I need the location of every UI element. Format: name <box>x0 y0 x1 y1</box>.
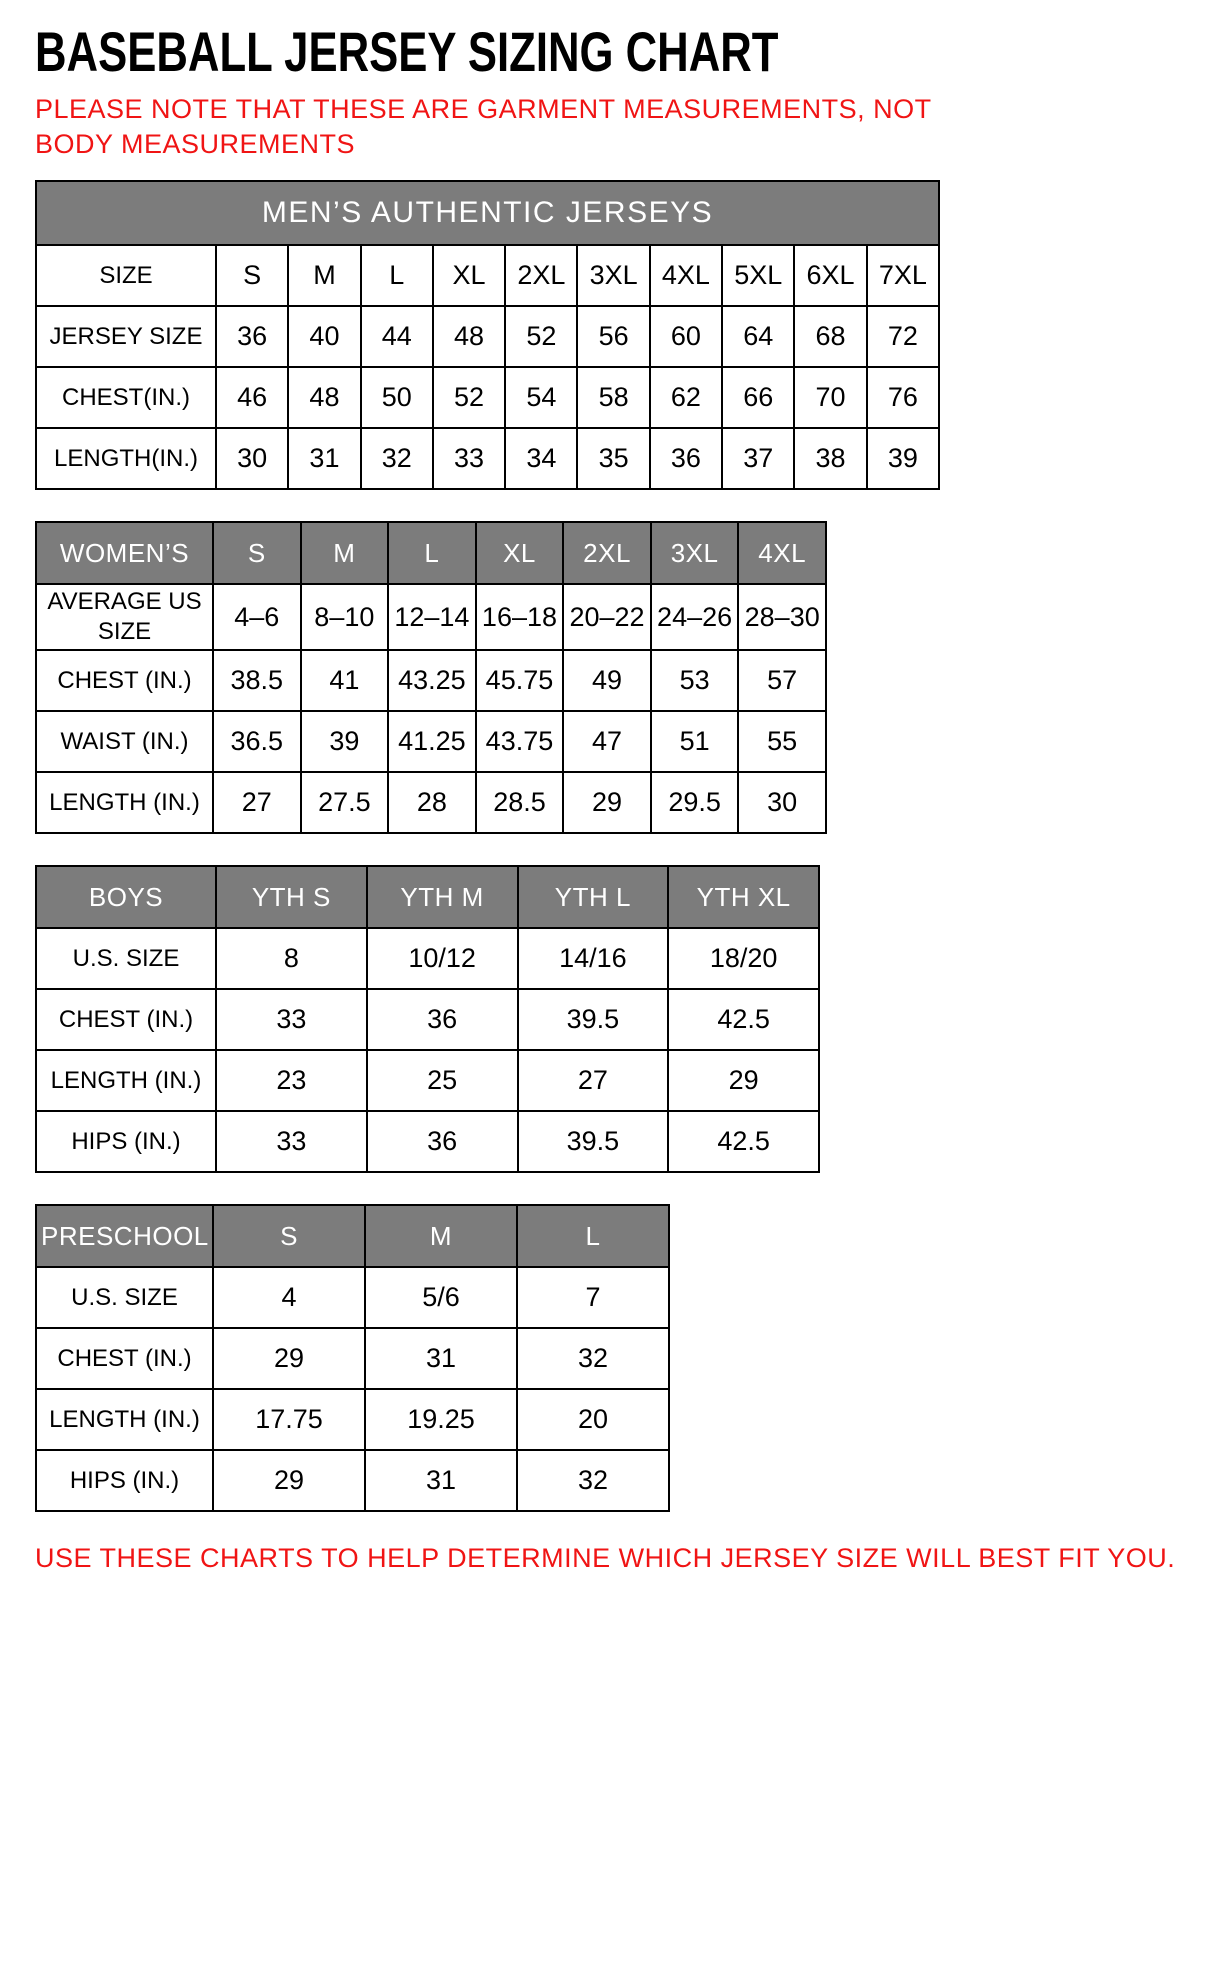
table-cell: 70 <box>794 367 866 428</box>
table-cell: 6XL <box>794 245 866 306</box>
table-cell: 7XL <box>867 245 939 306</box>
table-row <box>36 1111 819 1172</box>
table-cell: 4–6 <box>213 584 301 650</box>
table-header-row <box>36 1205 669 1267</box>
table-cell: 29 <box>213 1328 365 1389</box>
row-label: HIPS (IN.) <box>36 1111 216 1172</box>
table-cell: 36.5 <box>213 711 301 772</box>
table-cell: 33 <box>216 1111 367 1172</box>
table-row <box>36 1050 819 1111</box>
table-cell: 34 <box>505 428 577 489</box>
table-cell: 29 <box>563 772 651 833</box>
row-label: LENGTH(IN.) <box>36 428 216 489</box>
table-cell: 58 <box>577 367 649 428</box>
table-cell: 18/20 <box>668 928 819 989</box>
table-cell: 7 <box>517 1267 669 1328</box>
table-row <box>36 711 826 772</box>
row-label: LENGTH (IN.) <box>36 1050 216 1111</box>
table-cell: 44 <box>361 306 433 367</box>
column-header: L <box>388 522 476 584</box>
table-cell: 72 <box>867 306 939 367</box>
table-cell: 38 <box>794 428 866 489</box>
table-cell: 52 <box>433 367 505 428</box>
table-row <box>36 306 939 367</box>
table-cell: 38.5 <box>213 650 301 711</box>
table-cell: 41.25 <box>388 711 476 772</box>
row-label: LENGTH (IN.) <box>36 772 213 833</box>
table-cell: 14/16 <box>518 928 669 989</box>
table-row <box>36 367 939 428</box>
mens-sizing-table <box>35 180 940 490</box>
table-cell: 66 <box>722 367 794 428</box>
table-cell: 27 <box>213 772 301 833</box>
womens-sizing-table <box>35 521 827 834</box>
column-header: M <box>365 1205 517 1267</box>
table-cell: 54 <box>505 367 577 428</box>
column-header: YTH M <box>367 866 518 928</box>
table-cell: 29.5 <box>651 772 739 833</box>
table-cell: 39.5 <box>518 989 669 1050</box>
column-header: 2XL <box>563 522 651 584</box>
table-cell: 2XL <box>505 245 577 306</box>
table-cell: 3XL <box>577 245 649 306</box>
table-cell: 36 <box>367 989 518 1050</box>
row-label: U.S. SIZE <box>36 1267 213 1328</box>
table-row <box>36 650 826 711</box>
table-row <box>36 1450 669 1511</box>
table-cell: 8–10 <box>301 584 389 650</box>
column-header: YTH S <box>216 866 367 928</box>
table-cell: 53 <box>651 650 739 711</box>
table-cell: 64 <box>722 306 794 367</box>
table-cell: 23 <box>216 1050 367 1111</box>
table-cell: 33 <box>433 428 505 489</box>
table-cell: 41 <box>301 650 389 711</box>
table-row <box>36 772 826 833</box>
table-cell: 27 <box>518 1050 669 1111</box>
table-cell: 39.5 <box>518 1111 669 1172</box>
table-cell: 36 <box>650 428 722 489</box>
table-cell: 32 <box>361 428 433 489</box>
table-cell: 62 <box>650 367 722 428</box>
table-cell: 20 <box>517 1389 669 1450</box>
table-cell: 43.75 <box>476 711 564 772</box>
table-cell: 28–30 <box>738 584 826 650</box>
table-cell: 47 <box>563 711 651 772</box>
row-label: SIZE <box>36 245 216 306</box>
table-banner-row <box>36 181 939 245</box>
table-row <box>36 989 819 1050</box>
boys-table-header-label: BOYS <box>36 866 216 928</box>
table-cell: 49 <box>563 650 651 711</box>
preschool-sizing-table <box>35 1204 670 1512</box>
mens-table-banner: MEN’S AUTHENTIC JERSEYS <box>36 181 939 245</box>
table-cell: 60 <box>650 306 722 367</box>
page-title: BASEBALL JERSEY SIZING CHART <box>35 20 779 83</box>
table-cell: XL <box>433 245 505 306</box>
table-cell: 19.25 <box>365 1389 517 1450</box>
table-cell: 42.5 <box>668 989 819 1050</box>
table-cell: 46 <box>216 367 288 428</box>
table-cell: 25 <box>367 1050 518 1111</box>
table-cell: 39 <box>301 711 389 772</box>
table-cell: 17.75 <box>213 1389 365 1450</box>
table-cell: 5/6 <box>365 1267 517 1328</box>
table-cell: 48 <box>433 306 505 367</box>
row-label: LENGTH (IN.) <box>36 1389 213 1450</box>
table-cell: 31 <box>288 428 360 489</box>
table-cell: 32 <box>517 1450 669 1511</box>
row-label: AVERAGE US SIZE <box>36 584 213 650</box>
table-cell: 31 <box>365 1328 517 1389</box>
table-cell: 8 <box>216 928 367 989</box>
table-cell: 68 <box>794 306 866 367</box>
footer-note: USE THESE CHARTS TO HELP DETERMINE WHICH JERSEY SIZE WILL BEST FIT YOU. <box>35 1543 1176 1574</box>
row-label: U.S. SIZE <box>36 928 216 989</box>
table-cell: 40 <box>288 306 360 367</box>
table-cell: 55 <box>738 711 826 772</box>
table-cell: 36 <box>367 1111 518 1172</box>
table-row <box>36 1389 669 1450</box>
table-header-row <box>36 866 819 928</box>
table-cell: 50 <box>361 367 433 428</box>
row-label: CHEST (IN.) <box>36 1328 213 1389</box>
table-cell: 27.5 <box>301 772 389 833</box>
table-row <box>36 1328 669 1389</box>
womens-table-header-label: WOMEN’S <box>36 522 213 584</box>
row-label: WAIST (IN.) <box>36 711 213 772</box>
table-cell: 43.25 <box>388 650 476 711</box>
column-header: YTH L <box>518 866 669 928</box>
table-cell: 31 <box>365 1450 517 1511</box>
row-label: JERSEY SIZE <box>36 306 216 367</box>
boys-sizing-table <box>35 865 820 1173</box>
table-cell: 10/12 <box>367 928 518 989</box>
table-cell: 33 <box>216 989 367 1050</box>
column-header: S <box>213 522 301 584</box>
column-header: L <box>517 1205 669 1267</box>
row-label: HIPS (IN.) <box>36 1450 213 1511</box>
table-cell: 36 <box>216 306 288 367</box>
table-cell: 48 <box>288 367 360 428</box>
table-cell: 28.5 <box>476 772 564 833</box>
table-cell: 28 <box>388 772 476 833</box>
column-header: XL <box>476 522 564 584</box>
table-cell: 56 <box>577 306 649 367</box>
table-row <box>36 928 819 989</box>
row-label: CHEST (IN.) <box>36 650 213 711</box>
table-cell: 29 <box>668 1050 819 1111</box>
table-cell: 32 <box>517 1328 669 1389</box>
table-cell: 4 <box>213 1267 365 1328</box>
table-row <box>36 428 939 489</box>
row-label: CHEST(IN.) <box>36 367 216 428</box>
column-header: 4XL <box>738 522 826 584</box>
column-header: M <box>301 522 389 584</box>
table-cell: 37 <box>722 428 794 489</box>
table-cell: 45.75 <box>476 650 564 711</box>
row-label: CHEST (IN.) <box>36 989 216 1050</box>
table-cell: 57 <box>738 650 826 711</box>
table-row <box>36 245 939 306</box>
table-cell: 76 <box>867 367 939 428</box>
table-row <box>36 584 826 650</box>
table-cell: 51 <box>651 711 739 772</box>
table-cell: 42.5 <box>668 1111 819 1172</box>
table-cell: 4XL <box>650 245 722 306</box>
table-cell: 24–26 <box>651 584 739 650</box>
column-header: YTH XL <box>668 866 819 928</box>
column-header: S <box>213 1205 365 1267</box>
table-cell: S <box>216 245 288 306</box>
table-header-row <box>36 522 826 584</box>
garment-measurement-note: PLEASE NOTE THAT THESE ARE GARMENT MEASUREMENTS, NOT BODY MEASUREMENTS <box>35 94 932 160</box>
column-header: 3XL <box>651 522 739 584</box>
table-cell: 16–18 <box>476 584 564 650</box>
table-cell: 39 <box>867 428 939 489</box>
table-cell: 35 <box>577 428 649 489</box>
table-cell: L <box>361 245 433 306</box>
preschool-table-header-label: PRESCHOOL <box>36 1205 213 1267</box>
table-cell: 5XL <box>722 245 794 306</box>
table-cell: 52 <box>505 306 577 367</box>
table-cell: 30 <box>216 428 288 489</box>
table-cell: 30 <box>738 772 826 833</box>
table-cell: 29 <box>213 1450 365 1511</box>
table-cell: 20–22 <box>563 584 651 650</box>
table-cell: M <box>288 245 360 306</box>
table-cell: 12–14 <box>388 584 476 650</box>
table-row <box>36 1267 669 1328</box>
